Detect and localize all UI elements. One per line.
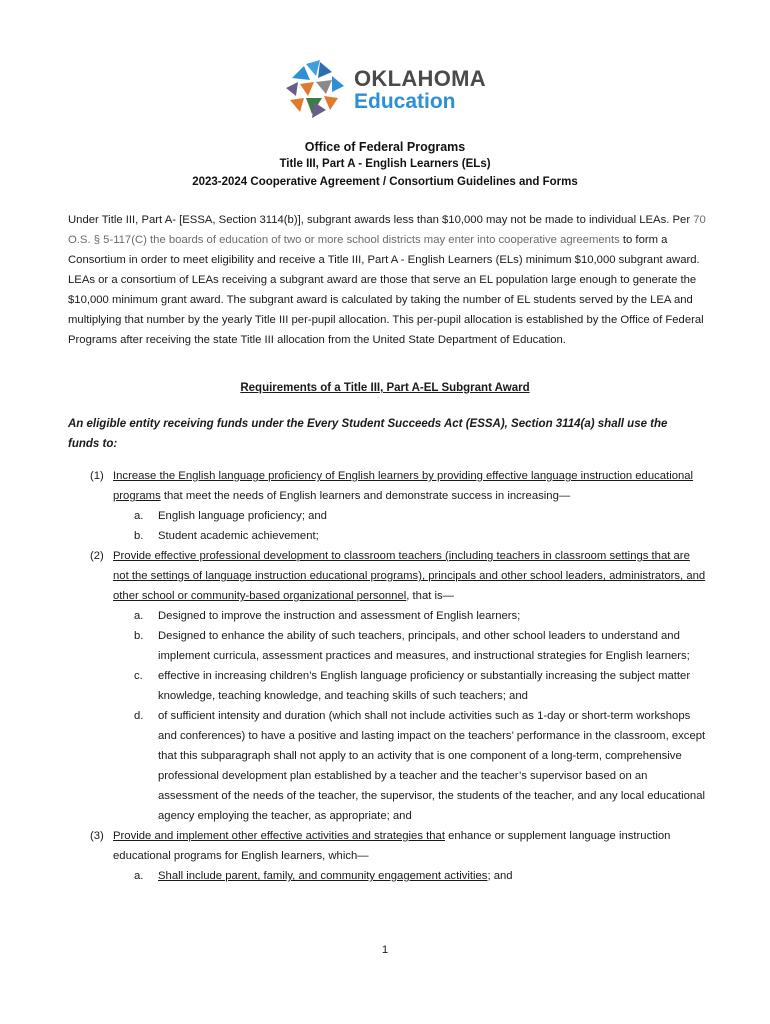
requirements-heading: Requirements of a Title III, Part A-EL Subgrant Award xyxy=(240,382,530,394)
sub-item xyxy=(68,526,708,546)
item-number: (1) xyxy=(90,470,104,482)
document-subtitle: 2023-2024 Cooperative Agreement / Consortium Guidelines and Forms xyxy=(192,176,578,188)
item-text: , that is— xyxy=(406,590,454,602)
sub-item-letter: c. xyxy=(134,670,143,682)
item-underlined-text: Provide effective professional development to classroom teachers (including teachers in classroom settings that are not the settings of language instruction educational programs), principals and other school leaders, administrators, and other school or community-based organizational personnel xyxy=(113,550,706,602)
item-text: that meet the needs of English learners and demonstrate success in increasing— xyxy=(160,490,571,502)
list-item xyxy=(68,826,708,866)
item-text: enhance or supplement language instruction educational programs for English learners, which— xyxy=(113,830,671,862)
eligibility-lead: An eligible entity receiving funds under the Every Student Succeeds Act (ESSA), Section 3114(a) shall use the funds to: xyxy=(68,418,668,450)
item-number: (3) xyxy=(90,830,104,842)
sub-item xyxy=(68,626,708,666)
office-heading: Office of Federal Programs xyxy=(304,140,466,154)
sub-item-text: Designed to enhance the ability of such teachers, principals, and other school leaders to understand and implement curricula, assessment practices and measures, and instructional strategies for English learners; xyxy=(158,630,690,662)
requirements-list xyxy=(68,466,708,886)
sub-item-text: effective in increasing children’s English language proficiency or substantially increasing the subject matter knowledge, teaching knowledge, and teaching skills of such teachers; and xyxy=(158,670,691,702)
list-item xyxy=(68,466,708,506)
sub-item-letter: a. xyxy=(134,870,144,882)
sub-item-text: Designed to improve the instruction and assessment of English learners; xyxy=(158,610,521,622)
item-underlined-text: Increase the English language proficiency of English learners by providing effective language instruction educational programs xyxy=(113,470,694,502)
intro-text-1: Under Title III, Part A- [ESSA, Section 3114(b)], subgrant awards less than $10,000 may not be made to individual LEAs. Per xyxy=(68,214,694,226)
sub-item xyxy=(68,606,708,626)
logo-text-oklahoma: OKLAHOMA xyxy=(354,66,486,91)
page-number: 1 xyxy=(381,944,389,956)
statute-link[interactable]: 70 O.S. § 5-117(C) the boards of education of two or more school districts may enter into cooperative agreements xyxy=(68,214,706,246)
sub-item-text: English language proficiency; and xyxy=(158,510,327,522)
intro-paragraph xyxy=(68,210,708,350)
logo-text-education: Education xyxy=(354,90,456,113)
sub-item xyxy=(68,666,708,706)
sub-item-letter: b. xyxy=(134,530,144,542)
program-title: Title III, Part A - English Learners (ELs) xyxy=(279,158,491,170)
sub-item xyxy=(68,706,708,826)
sub-item-text: ; and xyxy=(487,870,513,882)
list-item xyxy=(68,546,708,606)
sub-item xyxy=(68,506,708,526)
sub-item-letter: a. xyxy=(134,510,144,522)
sub-item-underlined-text: Shall include parent, family, and community engagement activities xyxy=(158,870,488,882)
item-number: (2) xyxy=(90,550,104,562)
sub-item-text: of sufficient intensity and duration (which shall not include activities such as 1-day or short-term workshops and conferences) to have a positive and lasting impact on the teachers’ performance in the classroom, except that this subparagraph shall not apply to an activity that is one component of a long-term, comprehensive professional development plan established by a teacher and the teacher’s supervisor based on an assessment of the needs of the teacher, the supervisor, the students of the teacher, and any local educational agency employing the teacher, as appropriate; and xyxy=(158,710,706,822)
sub-item-letter: b. xyxy=(134,630,144,642)
sub-item-text: Student academic achievement; xyxy=(158,530,319,542)
oklahoma-education-logo xyxy=(282,58,492,120)
sub-item xyxy=(68,866,708,886)
sub-item-letter: d. xyxy=(134,710,144,722)
item-underlined-text: Provide and implement other effective activities and strategies that xyxy=(113,830,445,842)
intro-text-2: to form a Consortium in order to meet eligibility and receive a Title III, Part A - English Learners (ELs) minimum $10,000 subgrant award. LEAs or a consortium of LEAs receiving a subgrant award are those that serve an EL population large enough to generate the $10,000 minimum grant award. The subgrant award is calculated by taking the number of EL students served by the LEA and multiplying that number by the yearly Title III per-pupil allocation. This per-pupil allocation is established by the Office of Federal Programs after receiving the state Title III allocation from the United State Department of Education. xyxy=(68,234,704,346)
sub-item-letter: a. xyxy=(134,610,144,622)
logo-mark-icon xyxy=(282,58,352,120)
